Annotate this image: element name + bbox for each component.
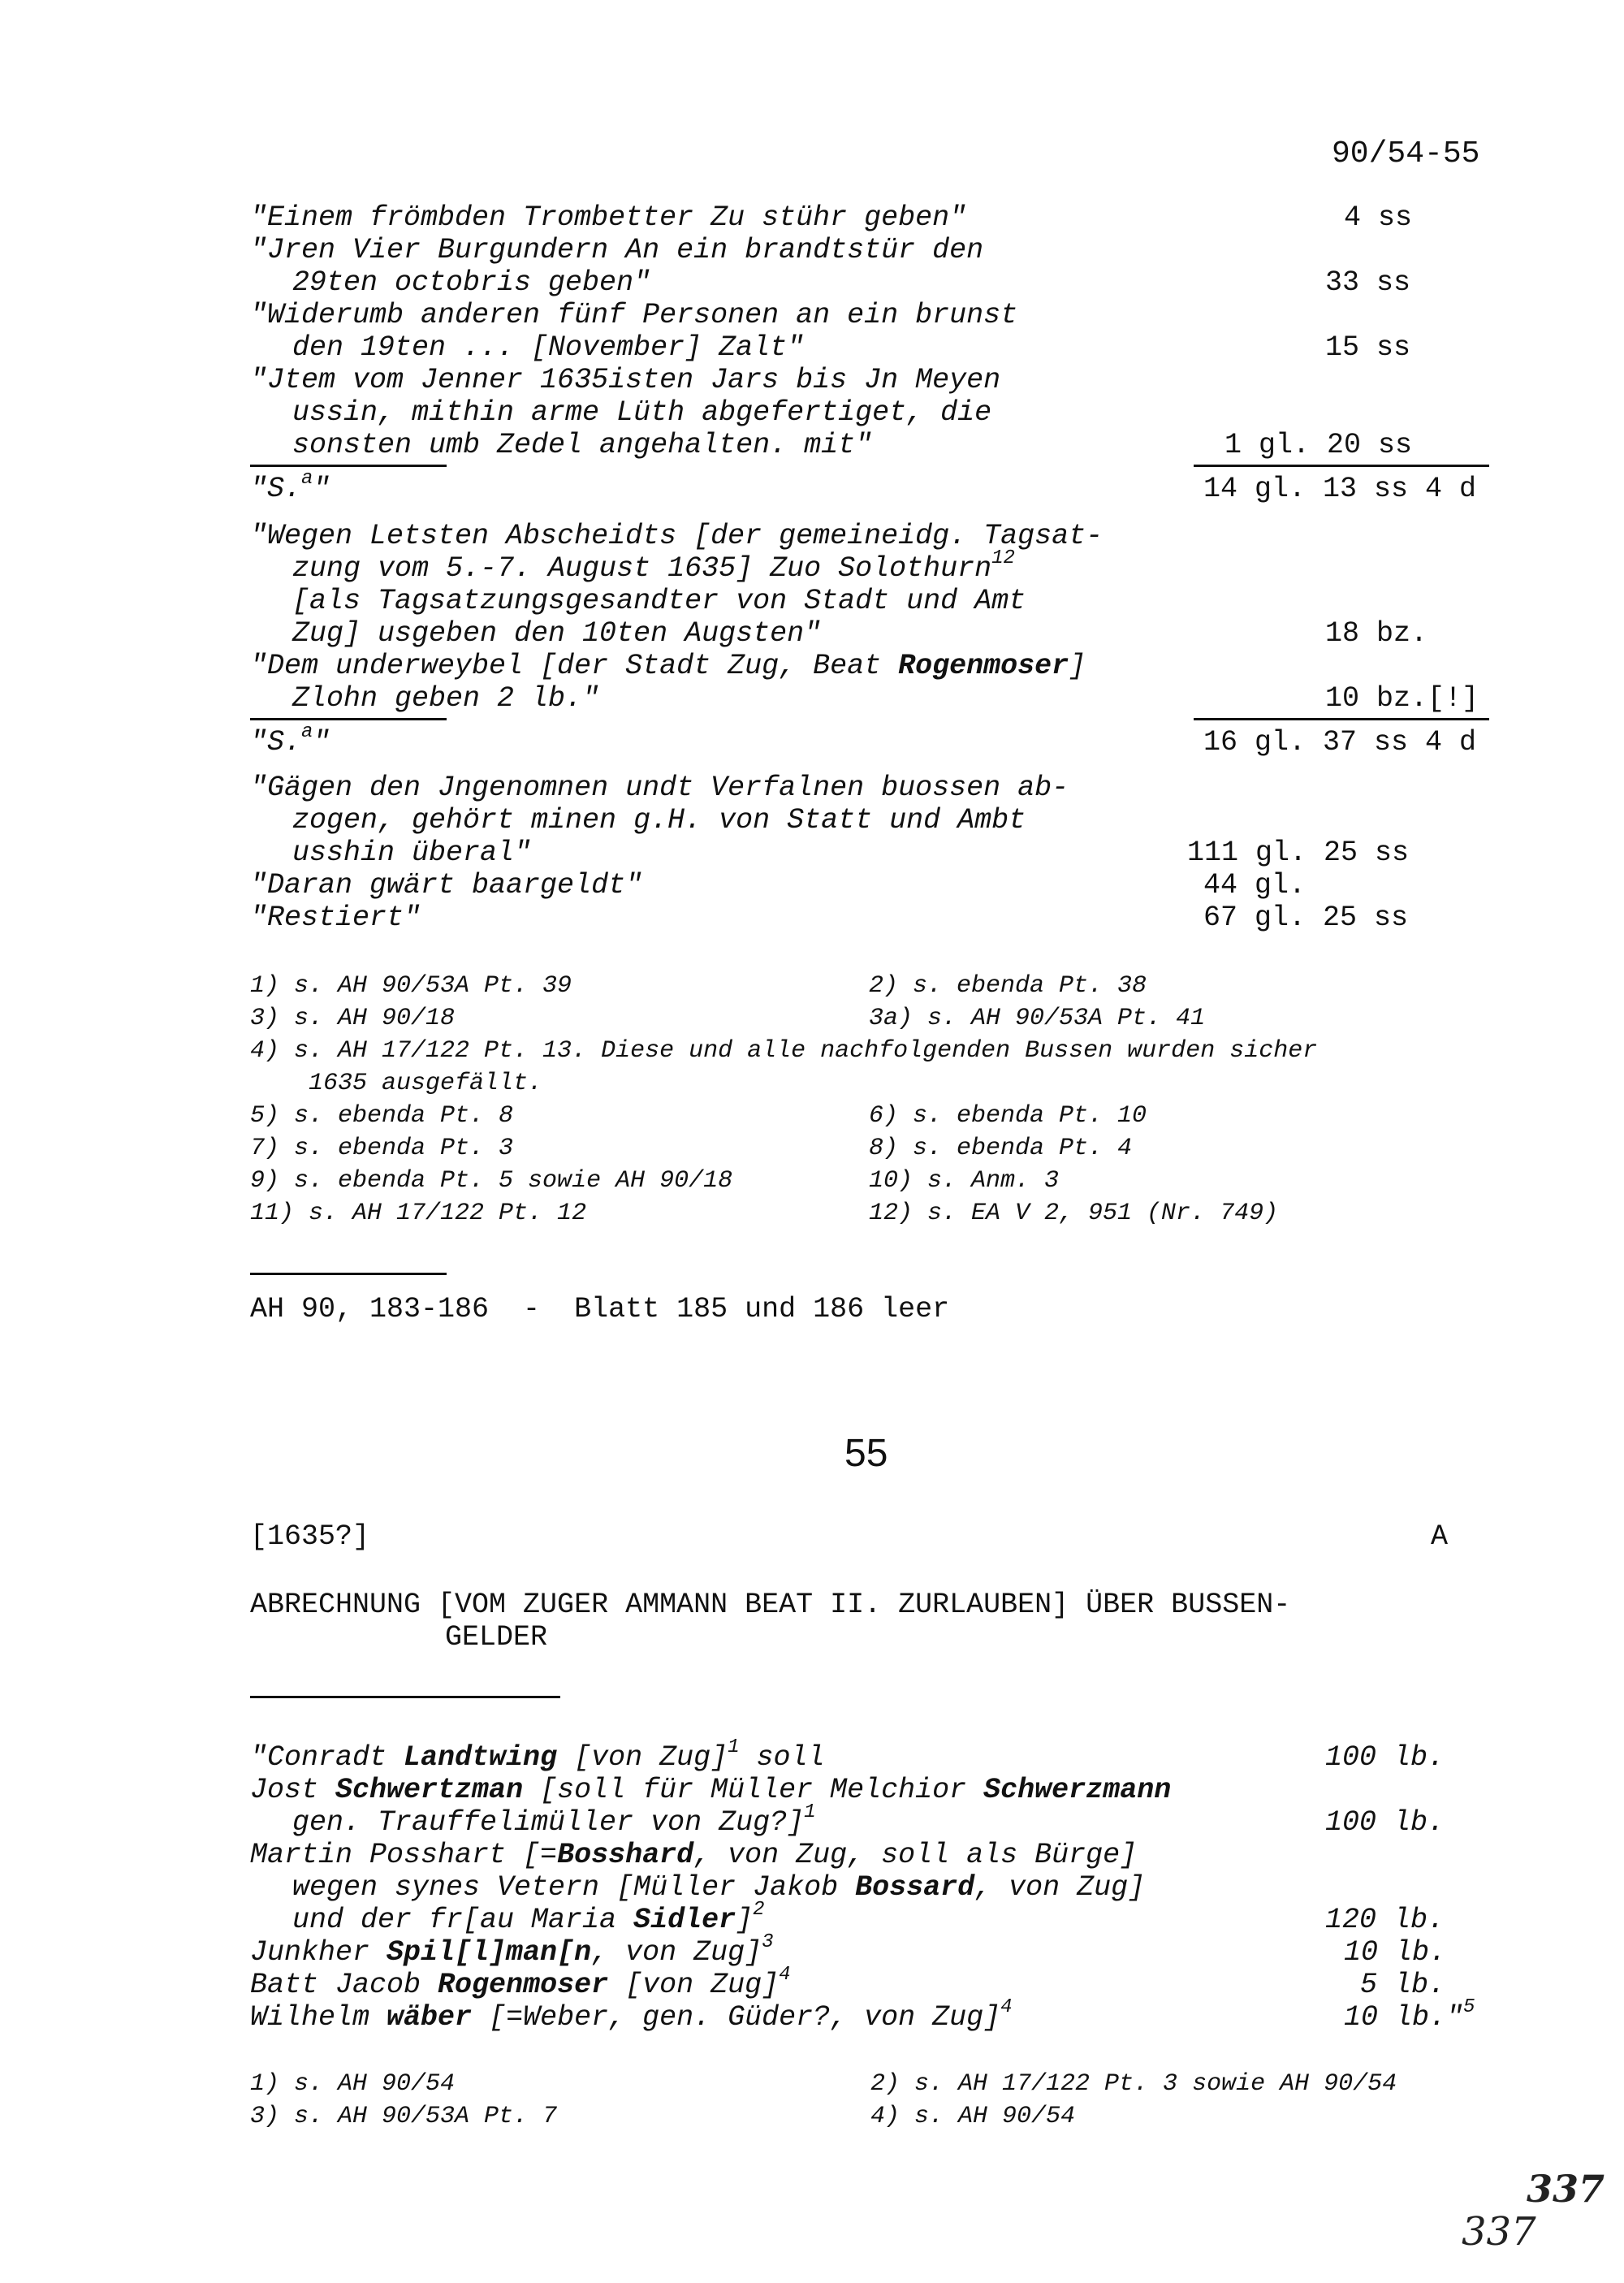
entry-55-2-line1: Jost Schwertzman [soll für Müller Melchior Schwerzmann xyxy=(250,1774,1172,1806)
entry-54-3-line2: den 19ten ... [November] Zalt" xyxy=(292,331,805,364)
entry-55-3-amount: 120 lb. xyxy=(1325,1904,1445,1936)
entry-55-2-amount: 100 lb. xyxy=(1325,1806,1445,1839)
entry-54-3-amount: 15 ss xyxy=(1325,331,1411,364)
footnote: 2) s. AH 17/122 Pt. 3 sowie AH 90/54 xyxy=(870,2070,1397,2098)
entry-55-1-amount: 100 lb. xyxy=(1325,1741,1445,1774)
footnote: 3a) s. AH 90/53A Pt. 41 xyxy=(869,1005,1206,1032)
footnote: 9) s. ebenda Pt. 5 sowie AH 90/18 xyxy=(250,1167,733,1195)
entry-54-4-line2: ussin, mithin arme Lüth abgefertiget, die xyxy=(292,396,992,429)
handwritten-page-number: 337 xyxy=(1462,2209,1536,2255)
entry-55-3-line3: und der fr[au Maria Sidler]$^2$ xyxy=(292,1899,765,1936)
entry-54b-2-line2: Zlohn geben 2 lb." xyxy=(292,682,600,715)
sum-1-label: "S.$^a$" xyxy=(250,468,330,505)
entry-55-4-amount: 10 lb. xyxy=(1344,1936,1447,1969)
footnote: 8) s. ebenda Pt. 4 xyxy=(869,1135,1133,1162)
page-reference: 90/54-55 xyxy=(1332,136,1480,171)
footnote: 4) s. AH 17/122 Pt. 13. Diese und alle nachfolgenden Bussen wurden sicher xyxy=(250,1037,1318,1065)
document-title-line2: GELDER xyxy=(445,1621,548,1654)
entry-54c-1-amount: 111 gl. 25 ss xyxy=(1187,837,1410,869)
entry-54b-2-line1: "Dem underweybel [der Stadt Zug, Beat Rogenmoser] xyxy=(250,650,1086,682)
entry-54-4-line3: sonsten umb Zedel angehalten. mit" xyxy=(292,429,873,461)
footnote: 4) s. AH 90/54 xyxy=(870,2103,1076,2130)
entry-55-4: Junkher Spil[l]man[n, von Zug]$^3$ xyxy=(250,1931,774,1969)
sum-2-label: "S.$^a$" xyxy=(250,721,330,759)
entry-54c-1-line3: usshin überal" xyxy=(292,837,532,869)
footnote: 1) s. AH 90/54 xyxy=(250,2070,456,2098)
entry-55-5: Batt Jacob Rogenmoser [von Zug]$^4$ xyxy=(250,1964,791,2001)
entry-54c-3: "Restiert" xyxy=(250,902,421,934)
divider xyxy=(250,718,447,720)
handwritten-page-number: 337 xyxy=(1527,2167,1605,2211)
entry-54-4-line1: "Jtem vom Jenner 1635isten Jars bis Jn Meyen xyxy=(250,364,1001,396)
entry-55-5-amount: 5 lb. xyxy=(1360,1969,1446,2001)
entry-54-3-line1: "Widerumb anderen fünf Personen an ein brunst xyxy=(250,299,1018,331)
document-date: [1635?] xyxy=(250,1520,370,1553)
footnote: 2) s. ebenda Pt. 38 xyxy=(869,972,1147,1000)
footnote: 3) s. AH 90/18 xyxy=(250,1005,456,1032)
entry-54c-2: "Daran gwärt baargeldt" xyxy=(250,869,643,902)
entry-54-1-amount: 4 ss xyxy=(1344,201,1413,234)
entry-54-1: "Einem frömbden Trombetter Zu stühr geben" xyxy=(250,201,967,234)
entry-54b-1-line3: [als Tagsatzungsgesandter von Stadt und Amt xyxy=(292,585,1026,617)
sum-1-amount: 14 gl. 13 ss 4 d xyxy=(1203,473,1477,505)
entry-54b-1-line1: "Wegen Letsten Abscheidts [der gemeineidg. Tagsat- xyxy=(250,520,1104,552)
entry-54c-3-amount: 67 gl. 25 ss xyxy=(1203,902,1409,934)
entry-54-2-amount: 33 ss xyxy=(1325,266,1411,299)
footnote: 12) s. EA V 2, 951 (Nr. 749) xyxy=(869,1200,1279,1227)
entry-54b-1-amount: 18 bz. xyxy=(1325,617,1428,650)
entry-54c-2-amount: 44 gl. xyxy=(1203,869,1307,902)
divider xyxy=(250,1273,447,1275)
divider xyxy=(250,465,447,467)
entry-55-3-line1: Martin Posshart [=Bosshard, von Zug, soll als Bürge] xyxy=(250,1839,1138,1871)
divider xyxy=(250,1696,560,1698)
entry-55-2-line2: gen. Trauffelimüller von Zug?]$^1$ xyxy=(292,1801,816,1839)
footnote: 1635 ausgefällt. xyxy=(309,1070,543,1097)
document-title-line1: ABRECHNUNG [VOM ZUGER AMMANN BEAT II. ZURLAUBEN] ÜBER BUSSEN- xyxy=(250,1589,1291,1621)
footnote: 7) s. ebenda Pt. 3 xyxy=(250,1135,514,1162)
source-note: AH 90, 183-186 - Blatt 185 und 186 leer xyxy=(250,1293,950,1325)
entry-54b-1-line4: Zug] usgeben den 10ten Augsten" xyxy=(292,617,822,650)
document-number: 55 xyxy=(844,1432,888,1475)
entry-54b-1-line2: zung vom 5.-7. August 1635] Zuo Solothurn$^{12}$ xyxy=(292,547,1015,585)
footnote: 10) s. Anm. 3 xyxy=(869,1167,1060,1195)
entry-54-4-amount: 1 gl. 20 ss xyxy=(1224,429,1413,461)
document-letter: A xyxy=(1431,1520,1449,1553)
entry-54-2-line2: 29ten octobris geben" xyxy=(292,266,651,299)
footnote: 5) s. ebenda Pt. 8 xyxy=(250,1102,514,1130)
footnote: 11) s. AH 17/122 Pt. 12 xyxy=(250,1200,587,1227)
entry-54b-2-amount: 10 bz.[!] xyxy=(1325,682,1479,715)
entry-54c-1-line2: zogen, gehört minen g.H. von Statt und Ambt xyxy=(292,804,1026,837)
sum-divider xyxy=(1194,718,1489,720)
sum-2-amount: 16 gl. 37 ss 4 d xyxy=(1203,726,1477,759)
entry-55-6: Wilhelm wäber [=Weber, gen. Güder?, von Zug]$^4$ xyxy=(250,1996,1013,2034)
footnote: 6) s. ebenda Pt. 10 xyxy=(869,1102,1147,1130)
sum-divider xyxy=(1194,465,1489,467)
footnote: 1) s. AH 90/53A Pt. 39 xyxy=(250,972,572,1000)
footnote: 3) s. AH 90/53A Pt. 7 xyxy=(250,2103,558,2130)
entry-55-1: "Conradt Landtwing [von Zug]$^1$ soll xyxy=(250,1736,825,1774)
entry-54-2-line1: "Jren Vier Burgundern An ein brandtstür den xyxy=(250,234,984,266)
entry-54c-1-line1: "Gägen den Jngenomnen undt Verfalnen buossen ab- xyxy=(250,772,1069,804)
entry-55-3-line2: wegen synes Vetern [Müller Jakob Bossard, von Zug] xyxy=(292,1871,1146,1904)
entry-55-6-amount: 10 lb."$^5$ xyxy=(1344,1996,1475,2034)
